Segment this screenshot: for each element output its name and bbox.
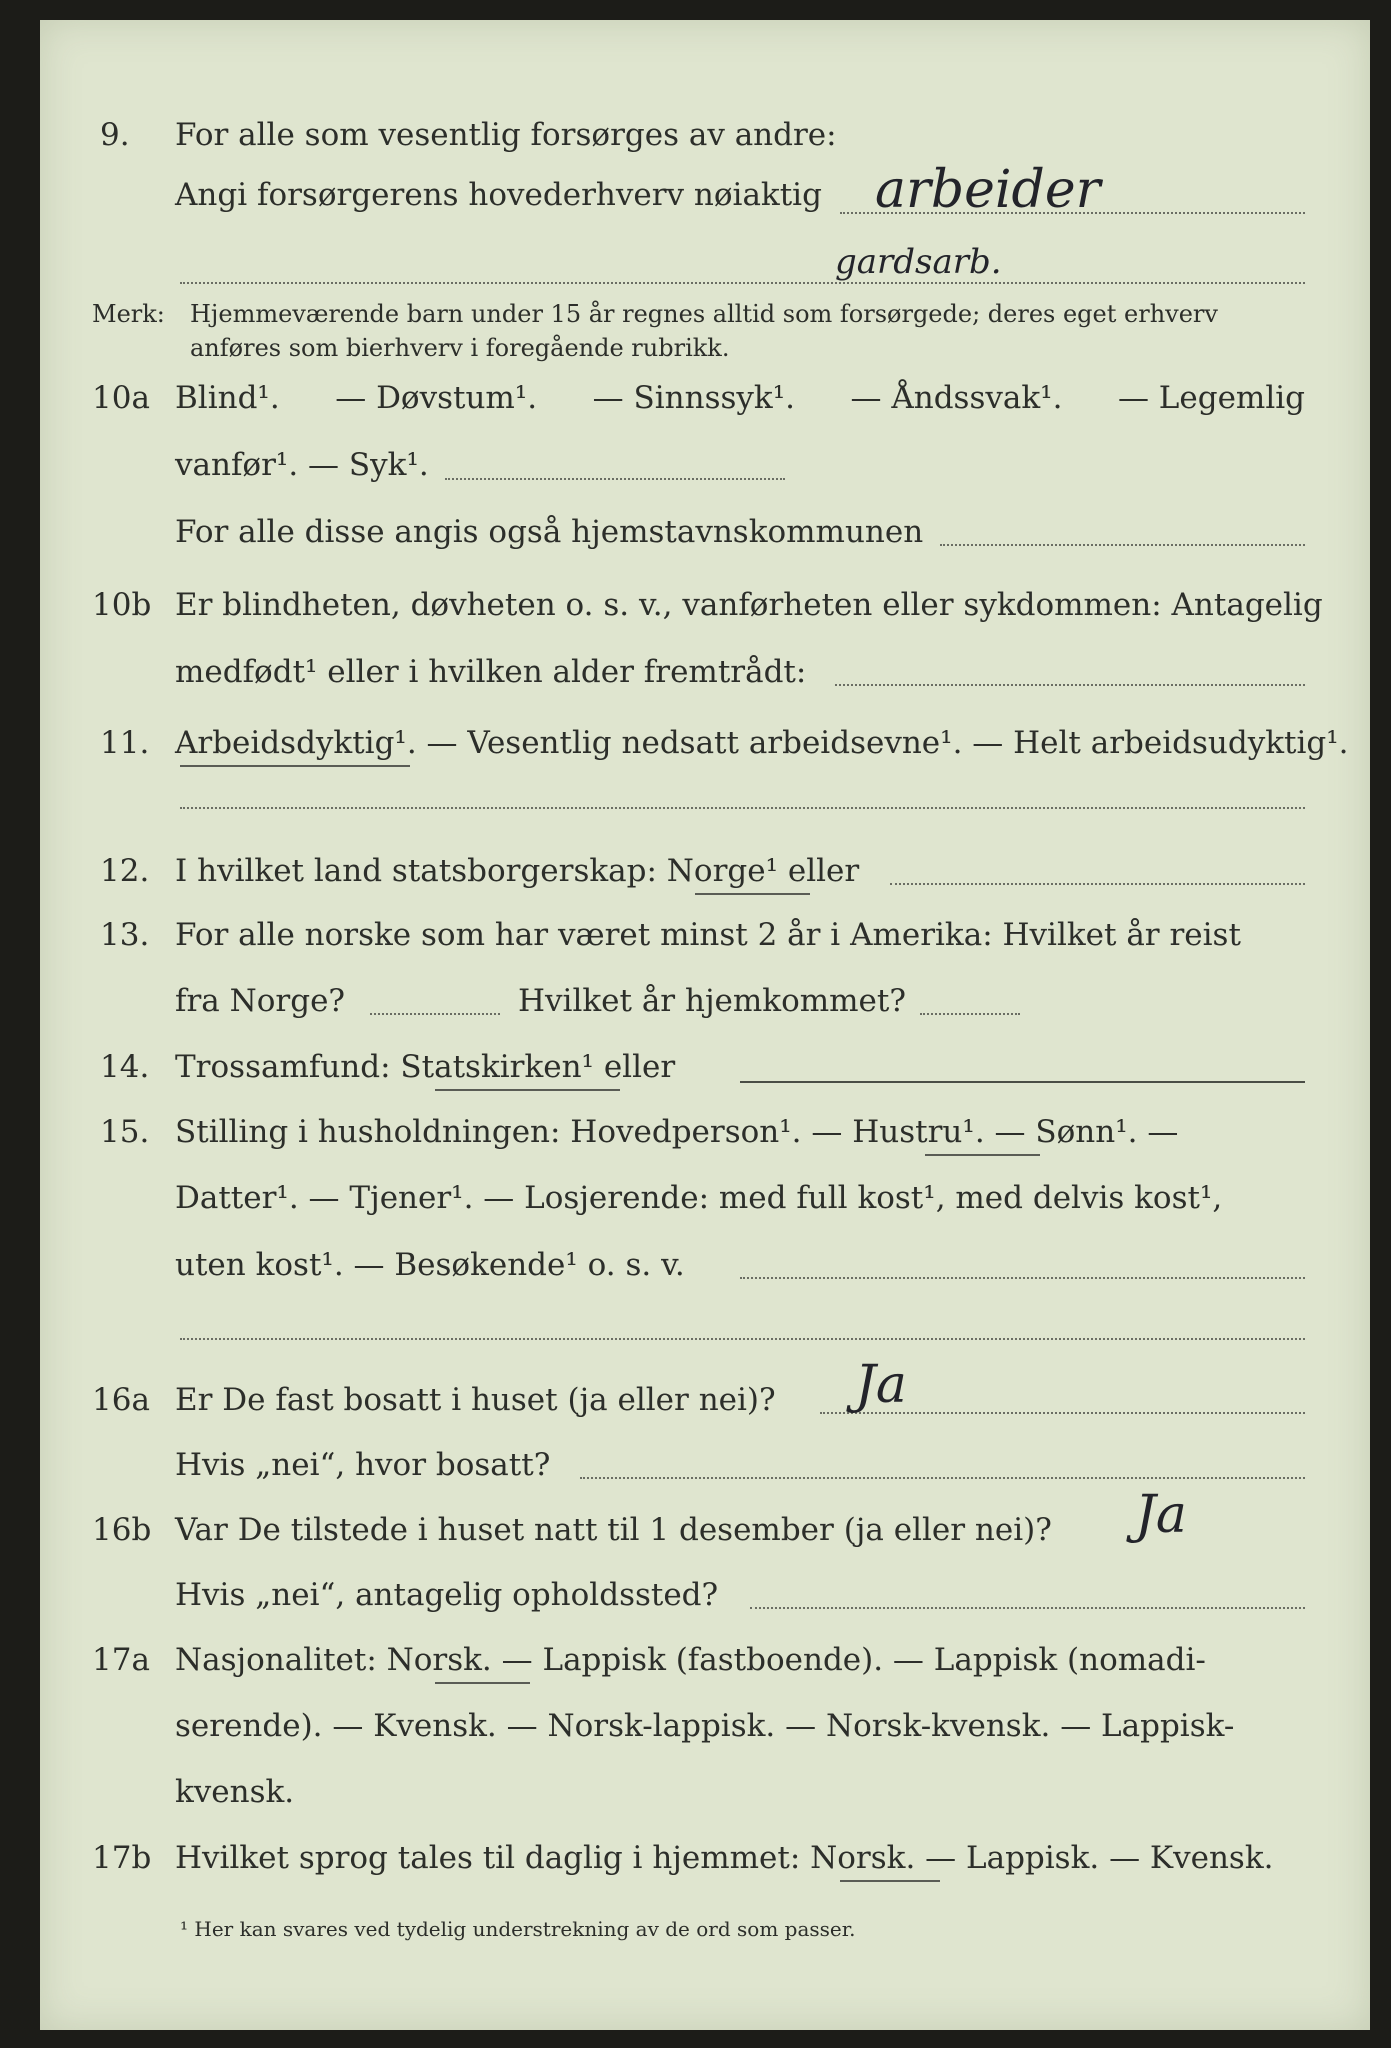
q17a-line2: serende). — Kvensk. — Norsk-lappisk. — Norsk-kvensk. — Lappisk- [175, 1708, 1235, 1744]
q13-hjemkommet-line [920, 1013, 1020, 1015]
q10a-answer-line [445, 478, 785, 480]
q14-question: Trossamfund: Statskirken¹ eller [175, 1049, 676, 1085]
q17a-line3: kvensk. [175, 1774, 295, 1810]
q10b-question: Er blindheten, døvheten o. s. v., vanførheten eller sykdommen: Antagelig [175, 587, 1323, 623]
q13-reist-line [370, 1013, 500, 1015]
merk-label: Merk: [92, 300, 165, 328]
q12-underline-norge [695, 893, 810, 895]
option-legemlig: — Legemlig [1117, 380, 1305, 416]
q10a-line2: vanfør¹. — Syk¹. [175, 447, 429, 483]
q11-question: Arbeidsdyktig¹. — Vesentlig nedsatt arbeidsevne¹. — Helt arbeidsudyktig¹. [175, 725, 1349, 761]
q11-number: 11. [100, 725, 150, 761]
q17b-number: 17b [92, 1840, 152, 1876]
q9-number: 9. [100, 117, 130, 153]
q10b-answer-line [835, 684, 1305, 686]
footnote: ¹ Her kan svares ved tydelig understrekning av de ord som passer. [180, 1917, 856, 1941]
q16a-bosatt-line [580, 1477, 1305, 1479]
q14-answer-line [740, 1081, 1305, 1083]
option-blind: Blind¹. [175, 380, 280, 416]
q14-underline-statskirken [435, 1089, 620, 1091]
q12-number: 12. [100, 853, 150, 889]
q14-number: 14. [100, 1049, 150, 1085]
q17b-question: Hvilket sprog tales til daglig i hjemmet: Norsk. — Lappisk. — Kvensk. [175, 1840, 1274, 1876]
q16b-line2: Hvis „nei“, antagelig opholdssted? [175, 1577, 719, 1613]
q13-number: 13. [100, 917, 150, 953]
q17b-underline-norsk [840, 1880, 940, 1882]
q16b-question: Var De tilstede i huset natt til 1 desember (ja eller nei)? [175, 1512, 1052, 1548]
census-form-page [40, 20, 1370, 2030]
q10a-hjemstavn-line [940, 544, 1305, 546]
q15-line2: Datter¹. — Tjener¹. — Losjerende: med full kost¹, med delvis kost¹, [175, 1180, 1223, 1216]
q13-question: For alle norske som har været minst 2 år i Amerika: Hvilket år reist [175, 917, 1241, 953]
option-dovstum: — Døvstum¹. [335, 380, 538, 416]
q15-underline-hustru [925, 1154, 1040, 1156]
q13-reist: fra Norge? [175, 983, 346, 1019]
q10a-number: 10a [92, 380, 150, 416]
q15-answer-line2 [180, 1338, 1305, 1340]
q16a-handwritten-answer: Ja [855, 1355, 907, 1415]
q9-answer-line2 [180, 282, 1305, 284]
q17a-number: 17a [92, 1642, 150, 1678]
q9-handwritten-answer2: gardsarb. [835, 242, 1002, 282]
q16b-number: 16b [92, 1512, 152, 1548]
q17a-underline-norsk [435, 1682, 530, 1684]
q16b-handwritten-answer: Ja [1135, 1485, 1187, 1545]
q9-question-line2: Angi forsørgerens hovederhverv nøiaktig [175, 177, 822, 213]
q15-answer-line [740, 1277, 1305, 1279]
q9-handwritten-answer: arbeider [875, 160, 1101, 220]
q11-answer-line [180, 807, 1305, 809]
q16a-question: Er De fast bosatt i huset (ja eller nei)? [175, 1382, 776, 1418]
q15-number: 15. [100, 1114, 150, 1150]
q16a-line2: Hvis „nei“, hvor bosatt? [175, 1447, 551, 1483]
q15-line3: uten kost¹. — Besøkende¹ o. s. v. [175, 1247, 685, 1283]
q15-question: Stilling i husholdningen: Hovedperson¹. — Hustru¹. — Sønn¹. — [175, 1114, 1179, 1150]
merk-line1: Hjemmeværende barn under 15 år regnes alltid som forsørgede; deres eget erhverv [190, 300, 1218, 328]
q13-hjemkommet: Hvilket år hjemkommet? [518, 983, 906, 1019]
q16a-number: 16a [92, 1382, 150, 1418]
q9-question: For alle som vesentlig forsørges av andre: [175, 117, 837, 153]
q10a-options [175, 378, 1305, 418]
q12-answer-line [890, 883, 1305, 885]
q10b-number: 10b [92, 587, 152, 623]
option-andssvak: — Åndssvak¹. [850, 380, 1063, 416]
q10a-line3: For alle disse angis også hjemstavnskommunen [175, 514, 924, 550]
q12-question: I hvilket land statsborgerskap: Norge¹ eller [175, 853, 860, 889]
q16b-opholdssted-line [750, 1607, 1305, 1609]
option-sinnssyk: — Sinnssyk¹. [592, 380, 795, 416]
merk-line2: anføres som bierhverv i foregående rubrikk. [190, 334, 730, 362]
q17a-question: Nasjonalitet: Norsk. — Lappisk (fastboende). — Lappisk (nomadi- [175, 1642, 1206, 1678]
q11-underline-arbeidsdyktig [180, 765, 410, 767]
q10b-line2: medfødt¹ eller i hvilken alder fremtrådt: [175, 654, 807, 690]
